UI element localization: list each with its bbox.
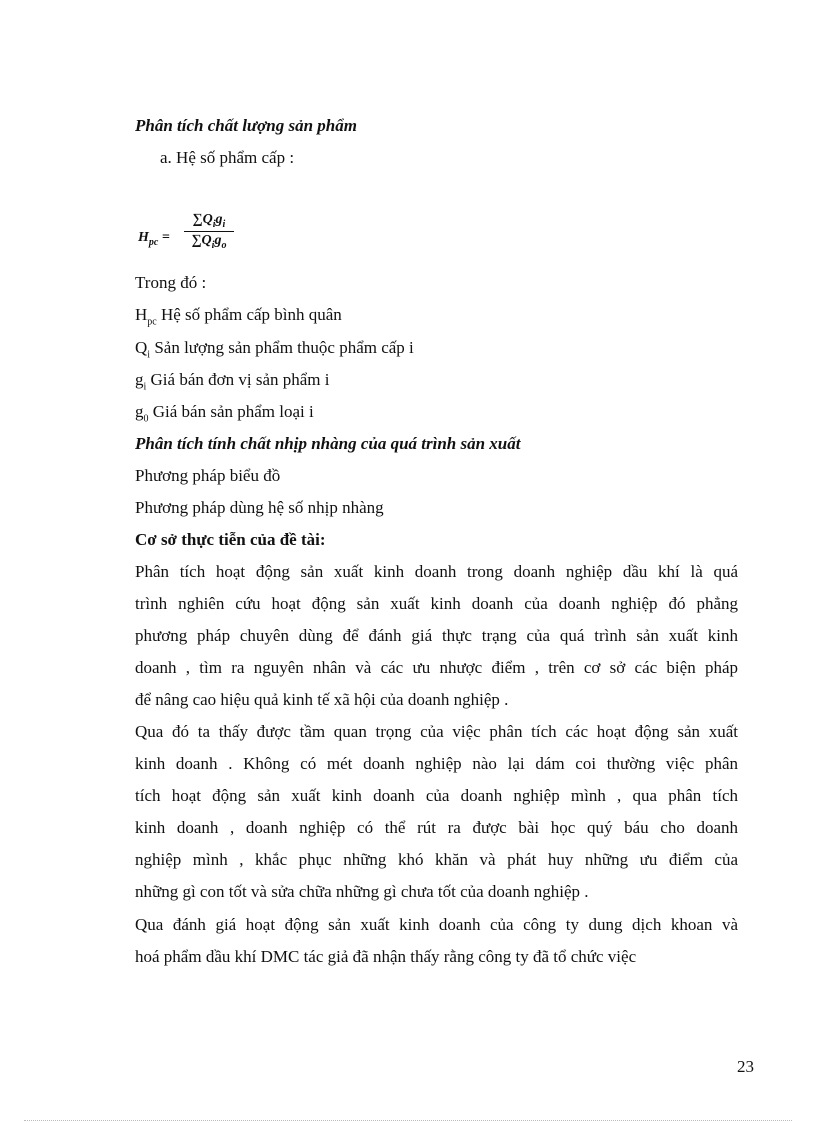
- paragraph-line: hoá phẩm dầu khí DMC tác giả đã nhận thấy rằng công ty đã tổ chức việc: [135, 947, 637, 966]
- definition-item: $g_0$ Giá bán sản phẩm loại i: [135, 402, 314, 425]
- formula-lhs: $H_{pc}$ =: [138, 230, 170, 248]
- heading-product-quality: Phân tích chất lượng sản phẩm: [135, 116, 357, 135]
- heading-practical-basis: Cơ sở thực tiễn của đề tài:: [135, 530, 326, 549]
- list-item-a: a. Hệ số phẩm cấp :: [160, 148, 295, 167]
- paragraph-line: Qua đó ta thấy được tầm quan trọng của việc phân tích các hoạt động sản xuất: [135, 722, 738, 741]
- definition-item: $Q_i$ Sản lượng sản phẩm thuộc phẩm cấp i: [135, 338, 414, 361]
- paragraph-line: để nâng cao hiệu quả kinh tế xã hội của doanh nghiệp .: [135, 690, 509, 709]
- formula-numerator: $\sum Q_ig_i$: [192, 212, 226, 230]
- heading-rhythm-analysis: Phân tích tính chất nhịp nhàng của quá trình sản xuất: [135, 434, 521, 453]
- method-chart: Phương pháp biểu đồ: [135, 466, 281, 485]
- paragraph-line: kinh doanh , doanh nghiệp có thể rút ra được bài học quý báu cho doanh: [135, 818, 738, 837]
- formula-fraction: [184, 212, 234, 251]
- paragraph-line: trình nghiên cứu hoạt động sản xuất kinh doanh của doanh nghiệp đó phẳng: [135, 594, 738, 613]
- formula-denominator: $\sum Q_ig_o$: [191, 232, 227, 251]
- paragraph-line: Qua đánh giá hoạt động sản xuất kinh doanh của công ty dung dịch khoan và: [135, 915, 738, 934]
- paragraph-line: phương pháp chuyên dùng để đánh giá thực trạng của quá trình sản xuất kinh: [135, 626, 738, 645]
- paragraph-line: doanh , tìm ra nguyên nhân và các ưu nhược điểm , trên cơ sở các biện pháp: [135, 658, 738, 677]
- paragraph-line: Phân tích hoạt động sản xuất kinh doanh trong doanh nghiệp dầu khí là quá: [135, 562, 738, 581]
- footer-divider: [24, 1120, 792, 1121]
- where-label: Trong đó :: [135, 273, 207, 292]
- definition-item: $g_i$ Giá bán đơn vị sản phẩm i: [135, 370, 330, 393]
- paragraph-line: nghiệp mình , khắc phục những khó khăn và phát huy những ưu điểm của: [135, 850, 738, 869]
- paragraph-line: tích hoạt động sản xuất kinh doanh của doanh nghiệp mình , qua phân tích: [135, 786, 738, 805]
- paragraph-line: kinh doanh . Không có mét doanh nghiệp nào lại dám coi thường việc phân: [135, 754, 738, 773]
- page-number: 23: [737, 1057, 754, 1076]
- paragraph-line: những gì con tốt và sửa chữa những gì chưa tốt của doanh nghiệp .: [135, 882, 589, 901]
- method-coefficient: Phương pháp dùng hệ số nhịp nhàng: [135, 498, 384, 517]
- fraction-bar: [184, 231, 234, 232]
- definition-item: $H_{pc}$ Hệ số phẩm cấp bình quân: [135, 305, 342, 328]
